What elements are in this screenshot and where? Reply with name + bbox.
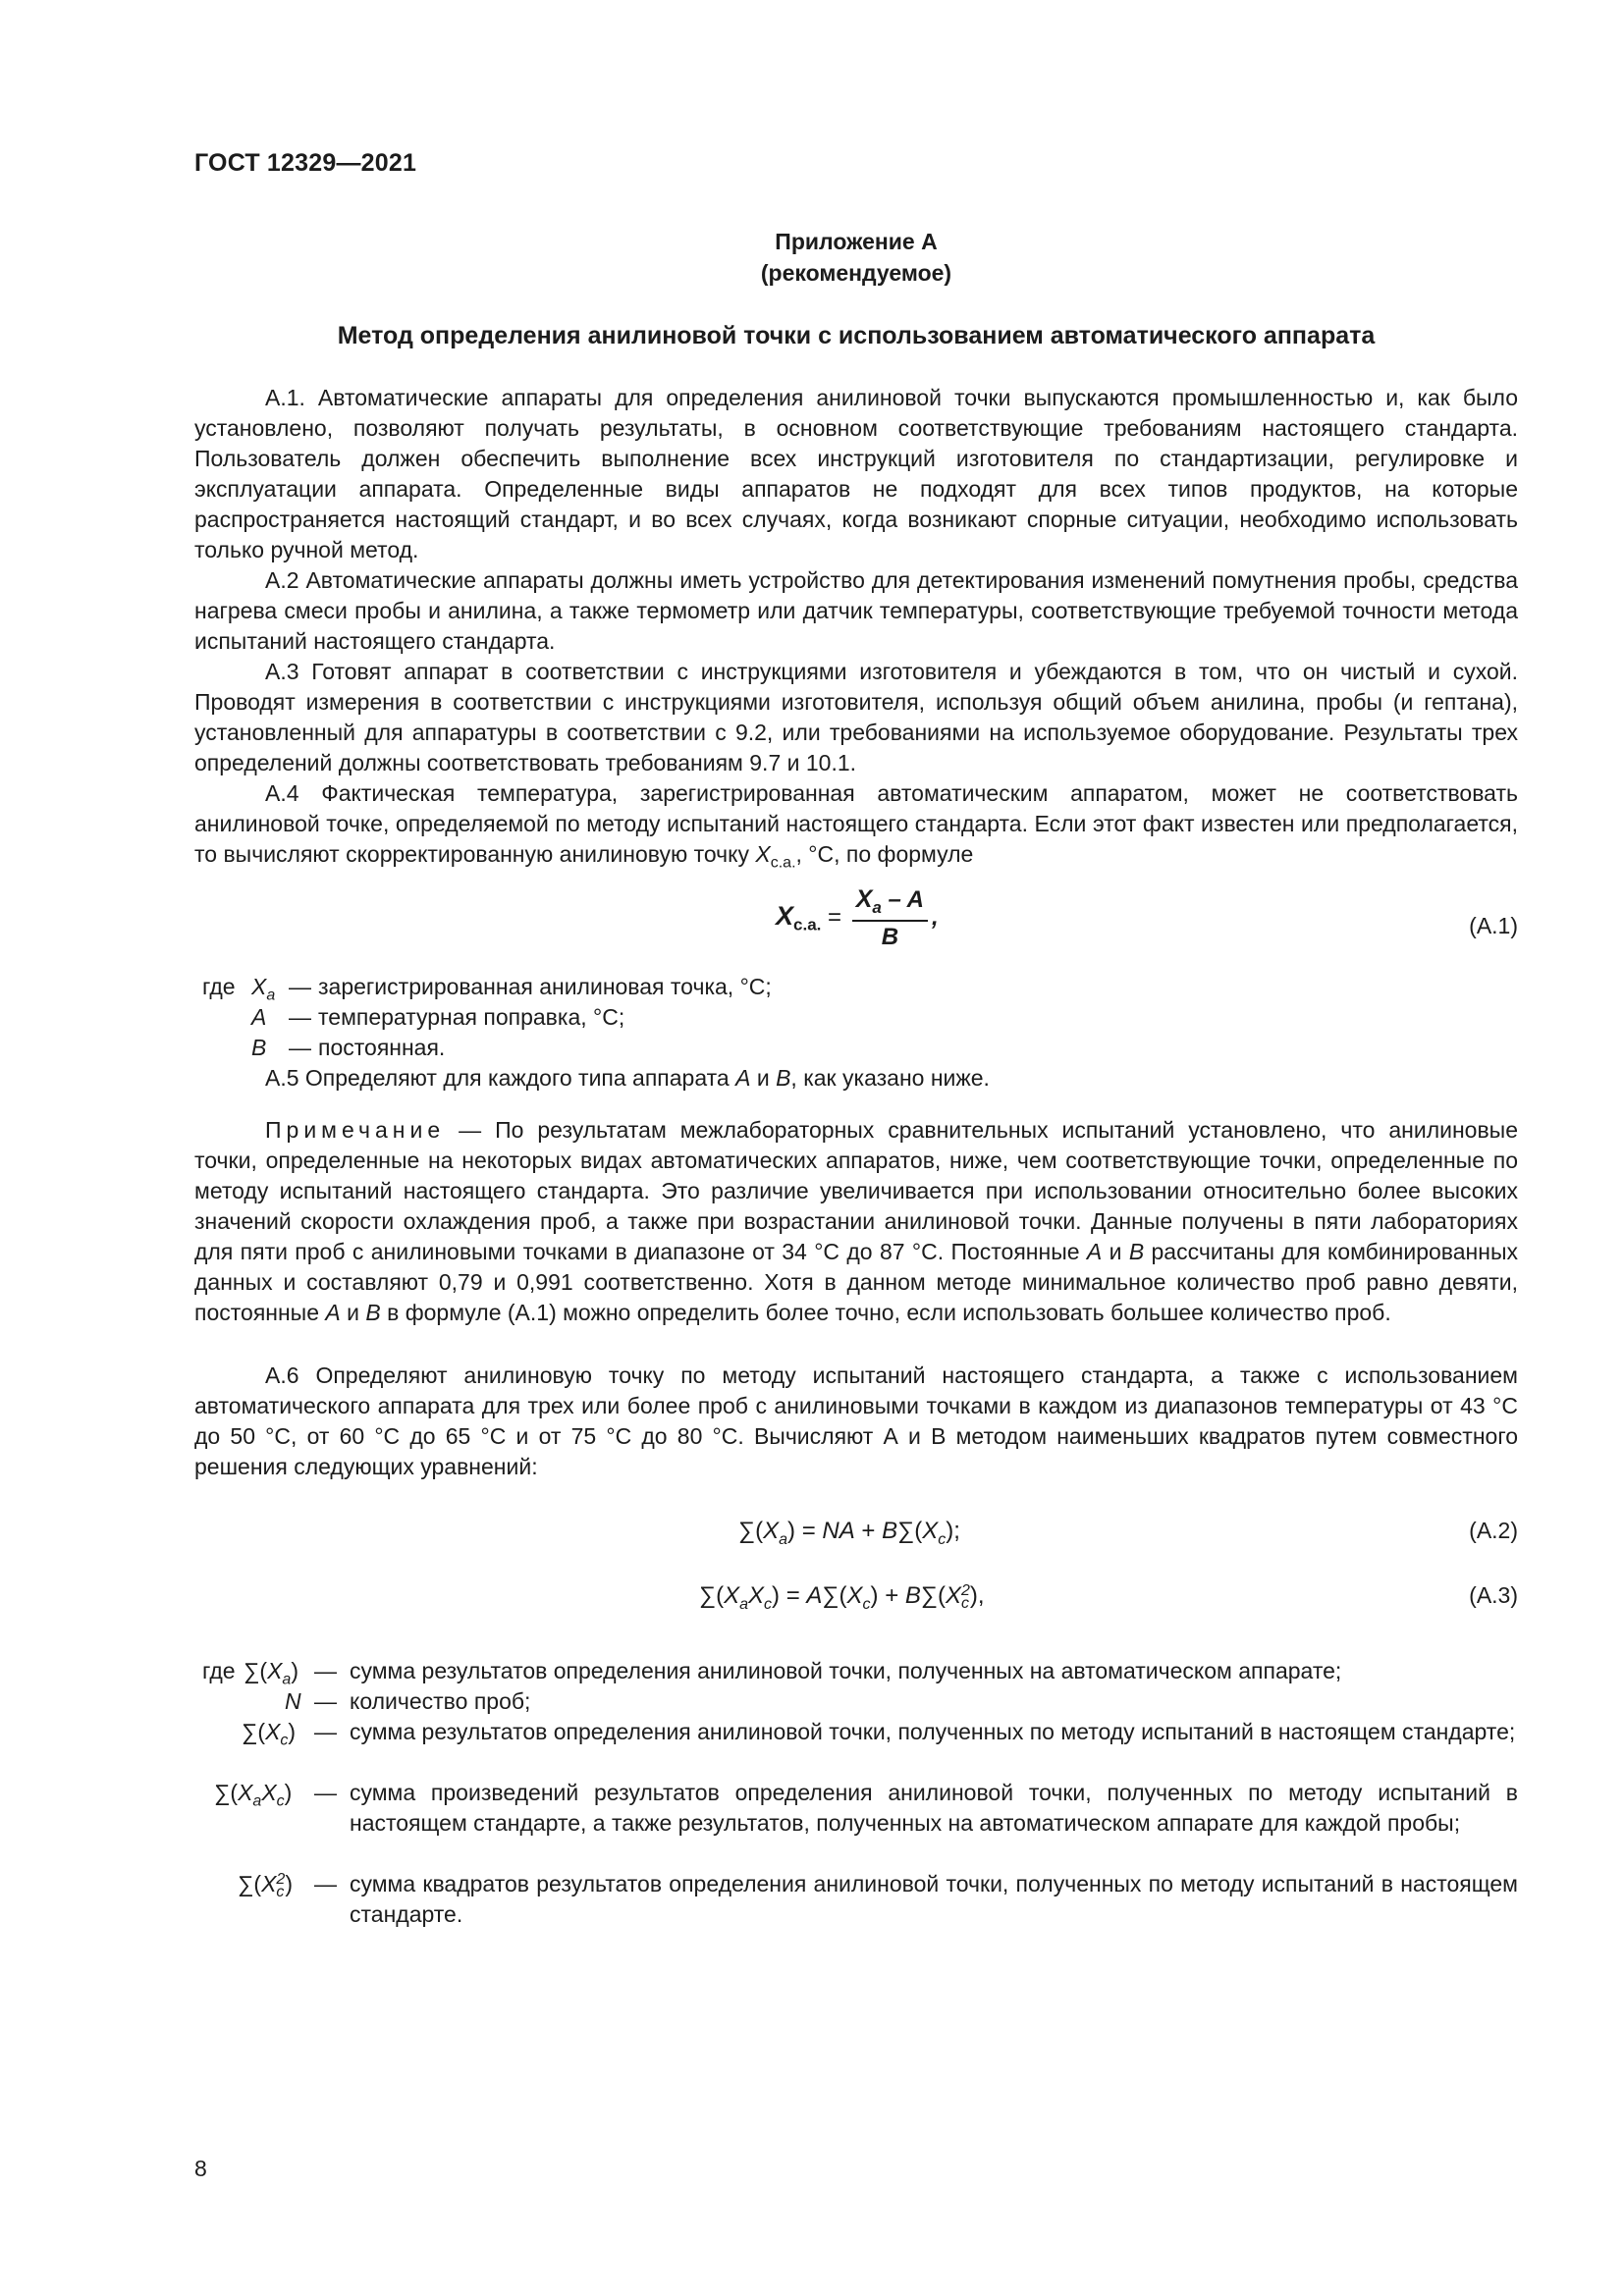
formula-a3-supsub bbox=[961, 1581, 970, 1612]
formula-a2-sub-a: a bbox=[779, 1530, 788, 1548]
note-symbol-b: В bbox=[1128, 1239, 1145, 1264]
paragraph-a4-tail: , °С, по формуле bbox=[795, 841, 974, 867]
paragraph-a1: А.1. Автоматические аппараты для определения анилиновой точки выпускаются промышленностью и, как было установлено, позволяют получать результаты, в основном соответствующие требованиям настоящего стандарта. Пользователь должен обеспечить выполнение всех инструкций изготовителя по стандартизации, регулировке и эксплуатации аппарата. Определенные виды аппаратов не подходят для всех типов продуктов, на которые распространяется настоящий стандарт, и во всех случаях, когда возникают спорные ситуации, необходимо использовать только ручной метод. bbox=[194, 385, 1518, 562]
note-and-2: и bbox=[340, 1300, 366, 1325]
where-a2-row-3 bbox=[194, 1717, 1518, 1778]
where-a1-sym-3 bbox=[251, 1033, 266, 1063]
where-a1-dash-3: — bbox=[289, 1035, 311, 1060]
formula-a1-number: (А.1) bbox=[1469, 913, 1518, 938]
where-a2-row-2 bbox=[194, 1686, 1518, 1717]
method-title: Метод определения анилиновой точки с использованием автоматического аппарата bbox=[337, 322, 1376, 349]
formula-a2-sum1: ∑( bbox=[738, 1518, 764, 1544]
where-a2-row-4 bbox=[194, 1778, 1518, 1869]
where-a1-desc-2: температурная поправка, °С; bbox=[318, 1004, 625, 1030]
where-a1-lead: где bbox=[202, 974, 236, 999]
formula-a1-eq: = bbox=[821, 903, 848, 931]
formula-a2-b: B bbox=[882, 1518, 898, 1544]
note-symbol-b-2: В bbox=[365, 1300, 381, 1325]
paragraph-a5 bbox=[194, 1063, 1518, 1094]
formula-a3-close2: ) + bbox=[870, 1582, 905, 1609]
formula-a3-b: B bbox=[904, 1582, 921, 1609]
document-id-header: ГОСТ 12329—2021 bbox=[194, 149, 417, 177]
paragraph-a6: А.6 Определяют анилиновую точку по методу испытаний настоящего стандарта, а также с использованием автоматического аппарата для трех или более проб с анилиновыми точками в каждом из диапазонов температуры от 43 °С до 50 °С, от 60 °С до 65 °С и от 75 °С до 80 °С. Вычисляют А и В методом наименьших квадратов путем совместного решения следующих уравнений: bbox=[194, 1362, 1518, 1479]
formula-a3-end: ), bbox=[969, 1582, 985, 1609]
where-a1-row-3 bbox=[194, 1033, 1518, 1063]
note-symbol-a-2: А bbox=[325, 1300, 341, 1325]
where-a2-key-3: $\sum(X_c)$ bbox=[242, 1719, 297, 1749]
formula-a2-na: NA bbox=[822, 1518, 855, 1544]
paragraph-a5-text: А.5 Определяют для каждого типа аппарата bbox=[265, 1065, 736, 1091]
where-a2-key-4: $\sum(X_aX_c)$ bbox=[214, 1780, 293, 1810]
formula-a3-eq: ) = bbox=[772, 1582, 807, 1609]
note-symbol-a: А bbox=[1086, 1239, 1103, 1264]
formula-a3-number: (А.3) bbox=[1469, 1582, 1518, 1608]
where-a1-sym-1-sub: a bbox=[266, 987, 276, 1004]
where-a1-sym-2 bbox=[251, 1002, 266, 1033]
formula-a1-lhs: X bbox=[776, 900, 794, 931]
formula-a3-sub-c2: c bbox=[862, 1595, 871, 1613]
formula-a2-eq: ) = bbox=[787, 1518, 823, 1544]
formula-a1-comma: , bbox=[932, 903, 939, 931]
formula-a3-sub-c: c bbox=[764, 1595, 773, 1613]
where-a2-desc-4: сумма произведений результатов определения анилиновой точки, полученных по методу испытаний в настоящем стандарте, а также результатов, полученных на автоматическом аппарате для каждой пробы; bbox=[350, 1780, 1518, 1836]
where-a2-dash-5: — bbox=[314, 1871, 337, 1896]
where-a2-dash-1: — bbox=[314, 1658, 337, 1683]
formula-a1-fraction bbox=[852, 885, 928, 951]
formula-a3-sub-a: a bbox=[739, 1595, 749, 1613]
annex-status: (рекомендуемое) bbox=[760, 260, 952, 286]
where-a2-row-1 bbox=[194, 1656, 1518, 1686]
a5-symbol-a: А bbox=[735, 1065, 751, 1091]
page-number: 8 bbox=[194, 2156, 207, 2181]
where-a2-desc-3: сумма результатов определения анилиновой точки, полученных по методу испытаний в настоящем стандарте; bbox=[350, 1719, 1516, 1744]
formula-a1 bbox=[776, 885, 939, 951]
formula-a3-sub-c3: c bbox=[961, 1594, 970, 1612]
annex-title: Приложение А bbox=[775, 229, 938, 254]
where-a2-key-2-text: N bbox=[285, 1688, 301, 1714]
where-a1-dash-1: — bbox=[289, 974, 311, 999]
formula-a3-sum2: ∑( bbox=[822, 1582, 847, 1609]
where-a2-dash-2: — bbox=[314, 1688, 337, 1714]
where-a2-key-2 bbox=[285, 1686, 301, 1717]
formula-a3-xc: X bbox=[748, 1582, 765, 1609]
note-text-3: в формуле (А.1) можно определить более точно, если использовать большее количество проб. bbox=[380, 1300, 1391, 1325]
where-a1-sym-2-main: A bbox=[251, 1004, 267, 1030]
formula-a3-xa: X bbox=[724, 1582, 740, 1609]
formula-a1-num-sub: a bbox=[872, 897, 882, 917]
formula-a2-sub-c: c bbox=[938, 1530, 947, 1548]
note-paragraph bbox=[194, 1115, 1518, 1328]
note-text-1: По результатам межлабораторных сравнительных испытаний установлено, что анилиновые точки, определенные на некоторых видах автоматических аппаратов, ниже, чем соответствующие точки, определенные по методу испытаний настоящего стандарта. Это различие увеличивается при использовании относительно более высоких значений скорости охлаждения проб, а также при возрастании анилиновой точки. Данные получены в пяти лабораториях для пяти проб с анилиновыми точками в диапазоне от 34 °С до 87 °С. Постоянные bbox=[194, 1117, 1518, 1264]
formula-a2-plus: + bbox=[854, 1518, 883, 1544]
where-a1-desc-1: зарегистрированная анилиновая точка, °С; bbox=[318, 974, 772, 999]
where-a2-dash-4: — bbox=[314, 1780, 337, 1805]
note-and-1: и bbox=[1102, 1239, 1129, 1264]
a4-symbol-subscript: c.a. bbox=[770, 854, 796, 872]
where-a2-lead: где bbox=[202, 1658, 236, 1683]
where-a1-row-2 bbox=[194, 1002, 1518, 1033]
where-a2-desc-5: сумма квадратов результатов определения анилиновой точки, полученных по методу испытаний в настоящем стандарте. bbox=[350, 1871, 1518, 1927]
where-a2-key-1: $\sum(X_a)$ bbox=[244, 1658, 298, 1688]
a4-symbol: X bbox=[755, 841, 771, 867]
formula-a2-end: ); bbox=[946, 1518, 960, 1544]
where-a2-desc-1: сумма результатов определения анилиновой точки, полученных на автоматическом аппарате; bbox=[350, 1658, 1342, 1683]
formula-a2 bbox=[738, 1518, 960, 1549]
paragraph-a2: А.2 Автоматические аппараты должны иметь устройство для детектирования изменений помутнения пробы, средства нагрева смеси пробы и анилина, а также термометр или датчик температуры, соответствующие требуемой точности метода испытаний настоящего стандарта. bbox=[194, 567, 1518, 654]
formula-a3-xc3: X bbox=[946, 1582, 962, 1609]
where-a1-dash-2: — bbox=[289, 1004, 311, 1030]
where-a1-row-1 bbox=[194, 972, 1518, 1002]
note-label: Примечание bbox=[265, 1117, 446, 1143]
formula-a2-x: X bbox=[763, 1518, 780, 1544]
formula-a2-number: (А.2) bbox=[1469, 1518, 1518, 1543]
where-a1-desc-3: постоянная. bbox=[318, 1035, 446, 1060]
where-a1-sym-3-main: B bbox=[251, 1035, 267, 1060]
a5-and: и bbox=[750, 1065, 777, 1091]
formula-a2-x2: X bbox=[922, 1518, 939, 1544]
formula-a1-num-x: X bbox=[855, 885, 873, 913]
where-a2-desc-2: количество проб; bbox=[350, 1688, 531, 1714]
a5-symbol-b: В bbox=[776, 1065, 791, 1091]
paragraph-a3: А.3 Готовят аппарат в соответствии с инструкциями изготовителя и убеждаются в том, что он чистый и сухой. Проводят измерения в соответствии с инструкциями изготовителя, используя общий объем анилина, пробы (и гептана), установленный для аппаратуры в соответствии с 9.2, или требованиями на используемое оборудование. Результаты трех определений должны соответствовать требованиям 9.7 и 10.1. bbox=[194, 659, 1518, 775]
formula-a3-xc2: X bbox=[846, 1582, 863, 1609]
where-a2-dash-3: — bbox=[314, 1719, 337, 1744]
paragraph-a4-text: А.4 Фактическая температура, зарегистрированная автоматическим аппаратом, может не соответствовать анилиновой точке, определяемой по методу испытаний настоящего стандарта. Если этот факт известен или предполагается, то вычисляют скорректированную анилиновую точку bbox=[194, 780, 1518, 867]
note-text-2: рассчитаны для комбинированных данных и составляют 0,79 и 0,991 соответственно. Хотя в данном методе минимальное количество проб равно девяти, постоянные bbox=[194, 1239, 1518, 1325]
formula-a3-sup2: 2 bbox=[961, 1581, 970, 1599]
where-a2-row-5 bbox=[194, 1869, 1518, 1930]
paragraph-a4 bbox=[194, 778, 1518, 879]
formula-a1-num-minus: – A bbox=[881, 886, 925, 913]
where-a1-sym-1-main: X bbox=[251, 974, 267, 999]
formula-a1-lhs-sub: c.a. bbox=[793, 915, 822, 934]
note-dash: — bbox=[445, 1117, 496, 1143]
paragraph-a5-tail: , как указано ниже. bbox=[790, 1065, 990, 1091]
formula-a1-den: B bbox=[881, 923, 899, 950]
formula-a3 bbox=[699, 1582, 985, 1614]
where-a2-key-5: ∑(X 2 c ) bbox=[238, 1870, 293, 1900]
formula-a3-a: A bbox=[806, 1582, 823, 1609]
formula-a3-sum3: ∑( bbox=[920, 1582, 946, 1609]
formula-a3-sum1: ∑( bbox=[699, 1582, 725, 1609]
formula-a2-sum2: ∑( bbox=[897, 1518, 923, 1544]
